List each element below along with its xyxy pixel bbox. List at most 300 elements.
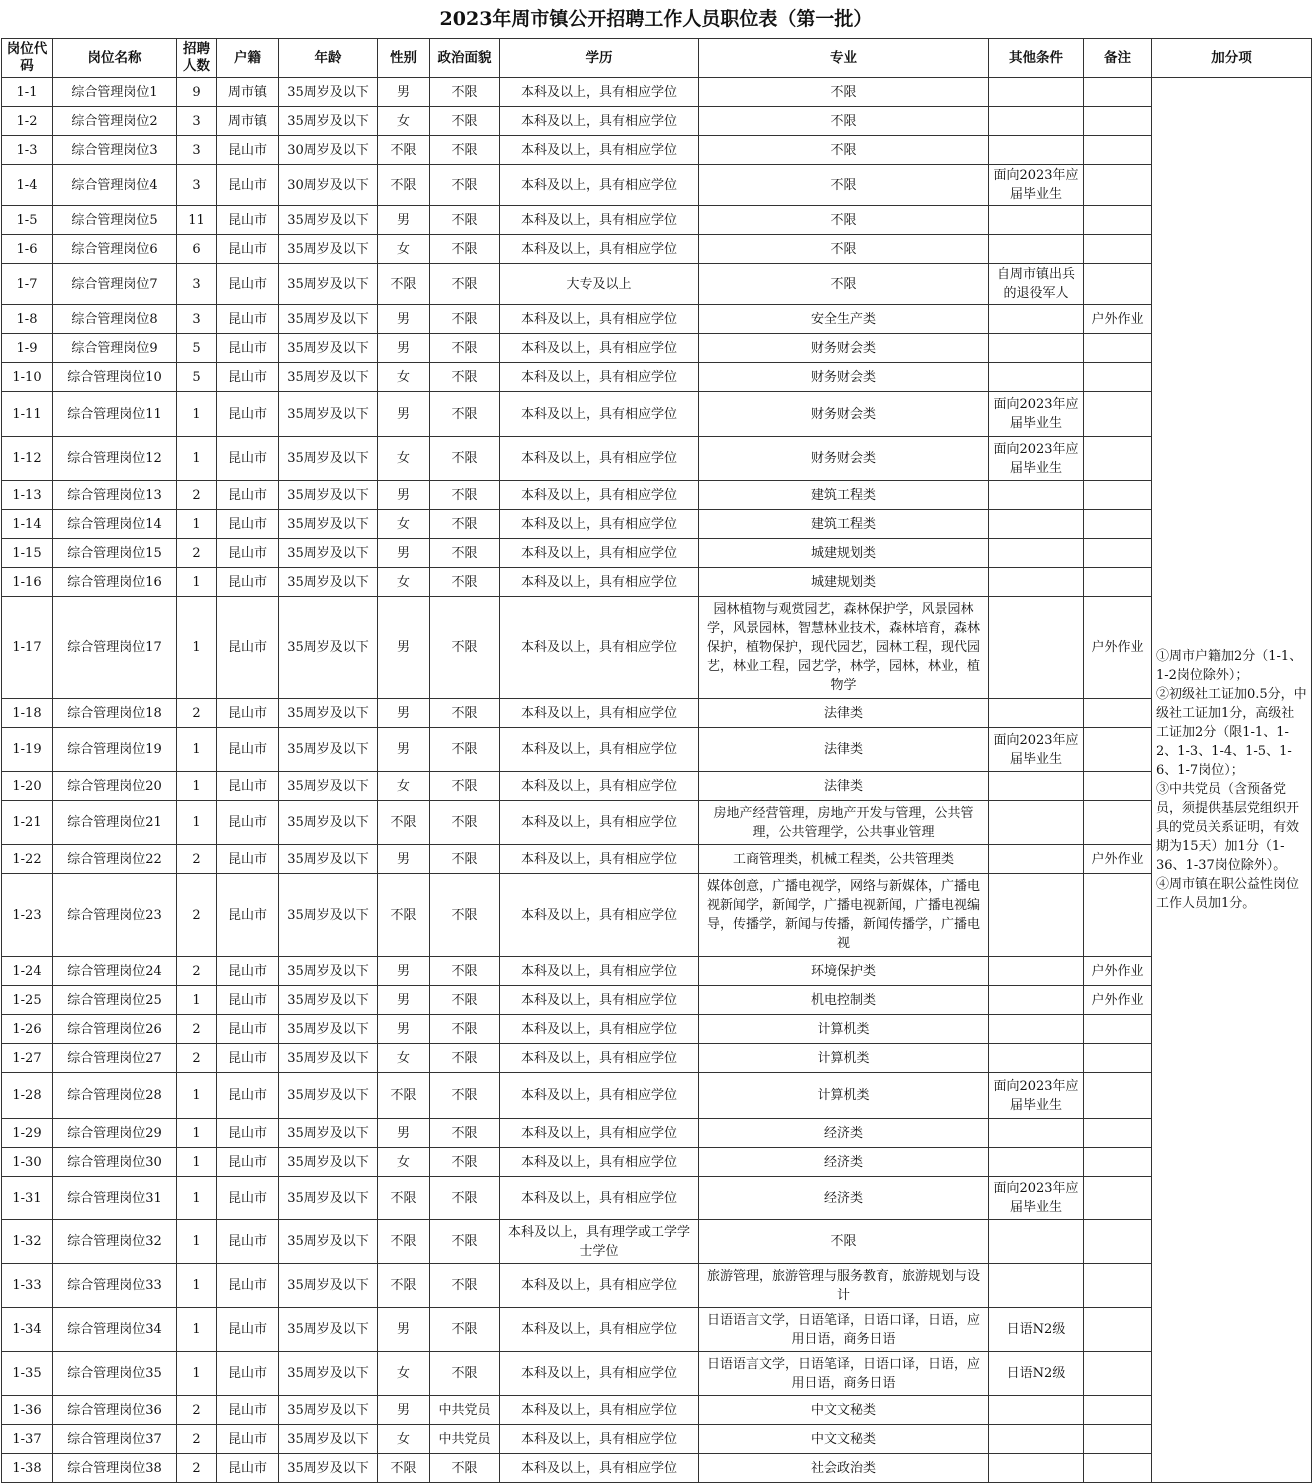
cell-age: 35周岁及以下 xyxy=(279,206,378,235)
cell-age: 30周岁及以下 xyxy=(279,165,378,206)
cell-name: 综合管理岗位28 xyxy=(53,1073,177,1119)
cell-count: 1 xyxy=(177,1220,217,1264)
cell-name: 综合管理岗位20 xyxy=(53,772,177,801)
cell-count: 2 xyxy=(177,1396,217,1425)
cell-political: 不限 xyxy=(430,957,500,986)
cell-gender: 男 xyxy=(378,305,430,334)
table-row xyxy=(2,1220,1312,1264)
cell-name: 综合管理岗位30 xyxy=(53,1148,177,1177)
cell-education: 本科及以上，具有相应学位 xyxy=(500,845,699,874)
cell-age: 35周岁及以下 xyxy=(279,334,378,363)
cell-political: 不限 xyxy=(430,510,500,539)
table-row xyxy=(2,1177,1312,1220)
cell-count: 2 xyxy=(177,699,217,728)
cell-hukou: 昆山市 xyxy=(217,392,279,437)
header-political: 政治面貌 xyxy=(430,39,500,78)
cell-age: 35周岁及以下 xyxy=(279,568,378,597)
cell-major: 安全生产类 xyxy=(699,305,989,334)
cell-note xyxy=(1084,264,1152,305)
cell-count: 1 xyxy=(177,986,217,1015)
cell-note xyxy=(1084,1073,1152,1119)
cell-note xyxy=(1084,874,1152,957)
cell-education: 本科及以上，具有相应学位 xyxy=(500,1044,699,1073)
cell-major: 城建规划类 xyxy=(699,539,989,568)
table-row xyxy=(2,1148,1312,1177)
cell-education: 本科及以上，具有相应学位 xyxy=(500,78,699,107)
cell-other xyxy=(989,305,1084,334)
cell-political: 不限 xyxy=(430,801,500,845)
cell-gender: 男 xyxy=(378,597,430,699)
table-row xyxy=(2,363,1312,392)
table-row xyxy=(2,568,1312,597)
table-row xyxy=(2,1119,1312,1148)
cell-note xyxy=(1084,206,1152,235)
cell-education: 本科及以上，具有相应学位 xyxy=(500,1119,699,1148)
cell-gender: 男 xyxy=(378,539,430,568)
cell-gender: 女 xyxy=(378,1044,430,1073)
cell-count: 1 xyxy=(177,1073,217,1119)
cell-gender: 女 xyxy=(378,568,430,597)
cell-count: 3 xyxy=(177,305,217,334)
cell-other xyxy=(989,206,1084,235)
cell-major: 不限 xyxy=(699,136,989,165)
table-row xyxy=(2,1015,1312,1044)
cell-major: 经济类 xyxy=(699,1119,989,1148)
cell-other xyxy=(989,699,1084,728)
cell-name: 综合管理岗位7 xyxy=(53,264,177,305)
cell-education: 本科及以上，具有相应学位 xyxy=(500,1308,699,1352)
cell-gender: 不限 xyxy=(378,165,430,206)
cell-education: 本科及以上，具有相应学位 xyxy=(500,1352,699,1396)
cell-political: 不限 xyxy=(430,1073,500,1119)
cell-age: 35周岁及以下 xyxy=(279,392,378,437)
cell-count: 3 xyxy=(177,136,217,165)
cell-note xyxy=(1084,1396,1152,1425)
cell-other: 面向2023年应届毕业生 xyxy=(989,392,1084,437)
table-row xyxy=(2,107,1312,136)
header-hukou: 户籍 xyxy=(217,39,279,78)
cell-age: 35周岁及以下 xyxy=(279,597,378,699)
cell-code: 1-4 xyxy=(2,165,53,206)
cell-gender: 男 xyxy=(378,986,430,1015)
cell-political: 不限 xyxy=(430,437,500,481)
cell-hukou: 昆山市 xyxy=(217,305,279,334)
cell-hukou: 昆山市 xyxy=(217,597,279,699)
cell-code: 1-37 xyxy=(2,1425,53,1454)
cell-code: 1-32 xyxy=(2,1220,53,1264)
table-row xyxy=(2,206,1312,235)
cell-political: 不限 xyxy=(430,107,500,136)
cell-count: 2 xyxy=(177,957,217,986)
cell-political: 不限 xyxy=(430,1264,500,1308)
cell-gender: 女 xyxy=(378,1148,430,1177)
cell-hukou: 昆山市 xyxy=(217,437,279,481)
cell-count: 5 xyxy=(177,363,217,392)
cell-hukou: 昆山市 xyxy=(217,874,279,957)
cell-other xyxy=(989,1396,1084,1425)
cell-code: 1-13 xyxy=(2,481,53,510)
cell-code: 1-22 xyxy=(2,845,53,874)
cell-code: 1-36 xyxy=(2,1396,53,1425)
cell-political: 不限 xyxy=(430,1119,500,1148)
cell-major: 旅游管理，旅游管理与服务教育，旅游规划与设计 xyxy=(699,1264,989,1308)
table-row xyxy=(2,957,1312,986)
cell-code: 1-31 xyxy=(2,1177,53,1220)
cell-age: 35周岁及以下 xyxy=(279,1352,378,1396)
cell-note xyxy=(1084,1352,1152,1396)
cell-political: 中共党员 xyxy=(430,1425,500,1454)
cell-code: 1-9 xyxy=(2,334,53,363)
cell-gender: 女 xyxy=(378,510,430,539)
cell-other: 自周市镇出兵的退役军人 xyxy=(989,264,1084,305)
cell-name: 综合管理岗位27 xyxy=(53,1044,177,1073)
table-row xyxy=(2,1454,1312,1483)
cell-note xyxy=(1084,539,1152,568)
cell-political: 不限 xyxy=(430,1220,500,1264)
cell-gender: 不限 xyxy=(378,136,430,165)
cell-count: 3 xyxy=(177,107,217,136)
table-row xyxy=(2,1308,1312,1352)
cell-hukou: 昆山市 xyxy=(217,1264,279,1308)
cell-education: 本科及以上，具有相应学位 xyxy=(500,874,699,957)
cell-other xyxy=(989,1044,1084,1073)
cell-age: 30周岁及以下 xyxy=(279,136,378,165)
cell-age: 35周岁及以下 xyxy=(279,1015,378,1044)
cell-note xyxy=(1084,772,1152,801)
cell-political: 不限 xyxy=(430,1044,500,1073)
cell-name: 综合管理岗位11 xyxy=(53,392,177,437)
cell-age: 35周岁及以下 xyxy=(279,363,378,392)
cell-major: 财务财会类 xyxy=(699,392,989,437)
cell-note: 户外作业 xyxy=(1084,845,1152,874)
cell-code: 1-8 xyxy=(2,305,53,334)
cell-hukou: 昆山市 xyxy=(217,957,279,986)
cell-major: 计算机类 xyxy=(699,1015,989,1044)
cell-name: 综合管理岗位12 xyxy=(53,437,177,481)
cell-major: 环境保护类 xyxy=(699,957,989,986)
cell-education: 本科及以上，具有相应学位 xyxy=(500,107,699,136)
cell-education: 本科及以上，具有相应学位 xyxy=(500,772,699,801)
cell-code: 1-19 xyxy=(2,728,53,772)
table-row xyxy=(2,1425,1312,1454)
cell-other xyxy=(989,1425,1084,1454)
cell-name: 综合管理岗位34 xyxy=(53,1308,177,1352)
cell-education: 本科及以上，具有相应学位 xyxy=(500,363,699,392)
cell-code: 1-16 xyxy=(2,568,53,597)
cell-political: 不限 xyxy=(430,136,500,165)
cell-other: 日语N2级 xyxy=(989,1352,1084,1396)
cell-note xyxy=(1084,1454,1152,1483)
cell-education: 本科及以上，具有相应学位 xyxy=(500,986,699,1015)
cell-code: 1-34 xyxy=(2,1308,53,1352)
header-code: 岗位代码 xyxy=(2,39,53,78)
cell-name: 综合管理岗位26 xyxy=(53,1015,177,1044)
table-row xyxy=(2,392,1312,437)
cell-gender: 女 xyxy=(378,107,430,136)
table-row xyxy=(2,334,1312,363)
cell-count: 6 xyxy=(177,235,217,264)
cell-other: 面向2023年应届毕业生 xyxy=(989,437,1084,481)
cell-note xyxy=(1084,699,1152,728)
cell-note xyxy=(1084,235,1152,264)
cell-note: 户外作业 xyxy=(1084,986,1152,1015)
cell-major: 中文文秘类 xyxy=(699,1396,989,1425)
cell-age: 35周岁及以下 xyxy=(279,107,378,136)
cell-education: 本科及以上，具有相应学位 xyxy=(500,1073,699,1119)
cell-age: 35周岁及以下 xyxy=(279,539,378,568)
cell-count: 1 xyxy=(177,1119,217,1148)
cell-age: 35周岁及以下 xyxy=(279,1308,378,1352)
cell-name: 综合管理岗位2 xyxy=(53,107,177,136)
cell-education: 本科及以上，具有相应学位 xyxy=(500,1177,699,1220)
cell-political: 不限 xyxy=(430,597,500,699)
cell-age: 35周岁及以下 xyxy=(279,801,378,845)
cell-political: 不限 xyxy=(430,363,500,392)
cell-count: 1 xyxy=(177,1264,217,1308)
cell-count: 1 xyxy=(177,728,217,772)
cell-hukou: 昆山市 xyxy=(217,1220,279,1264)
cell-age: 35周岁及以下 xyxy=(279,957,378,986)
cell-major: 计算机类 xyxy=(699,1044,989,1073)
cell-code: 1-35 xyxy=(2,1352,53,1396)
cell-other: 面向2023年应届毕业生 xyxy=(989,1073,1084,1119)
cell-political: 不限 xyxy=(430,78,500,107)
cell-code: 1-10 xyxy=(2,363,53,392)
cell-education: 本科及以上，具有相应学位 xyxy=(500,539,699,568)
cell-hukou: 周市镇 xyxy=(217,107,279,136)
cell-hukou: 昆山市 xyxy=(217,539,279,568)
cell-major: 经济类 xyxy=(699,1148,989,1177)
cell-code: 1-21 xyxy=(2,801,53,845)
cell-code: 1-23 xyxy=(2,874,53,957)
cell-code: 1-3 xyxy=(2,136,53,165)
cell-major: 不限 xyxy=(699,78,989,107)
cell-hukou: 昆山市 xyxy=(217,1425,279,1454)
cell-other: 面向2023年应届毕业生 xyxy=(989,1177,1084,1220)
cell-note xyxy=(1084,437,1152,481)
cell-code: 1-12 xyxy=(2,437,53,481)
cell-count: 1 xyxy=(177,1352,217,1396)
cell-code: 1-38 xyxy=(2,1454,53,1483)
cell-hukou: 昆山市 xyxy=(217,334,279,363)
cell-gender: 男 xyxy=(378,957,430,986)
cell-count: 1 xyxy=(177,1148,217,1177)
cell-major: 机电控制类 xyxy=(699,986,989,1015)
cell-name: 综合管理岗位3 xyxy=(53,136,177,165)
cell-major: 不限 xyxy=(699,107,989,136)
cell-major: 法律类 xyxy=(699,699,989,728)
cell-count: 2 xyxy=(177,539,217,568)
cell-political: 不限 xyxy=(430,305,500,334)
cell-political: 不限 xyxy=(430,568,500,597)
cell-hukou: 昆山市 xyxy=(217,1177,279,1220)
cell-name: 综合管理岗位9 xyxy=(53,334,177,363)
cell-count: 11 xyxy=(177,206,217,235)
cell-other xyxy=(989,136,1084,165)
cell-education: 本科及以上，具有相应学位 xyxy=(500,597,699,699)
cell-education: 本科及以上，具有相应学位 xyxy=(500,1148,699,1177)
cell-education: 本科及以上，具有相应学位 xyxy=(500,1454,699,1483)
cell-note: 户外作业 xyxy=(1084,305,1152,334)
cell-major: 经济类 xyxy=(699,1177,989,1220)
cell-gender: 男 xyxy=(378,1015,430,1044)
cell-gender: 不限 xyxy=(378,801,430,845)
cell-hukou: 昆山市 xyxy=(217,481,279,510)
cell-code: 1-6 xyxy=(2,235,53,264)
cell-other xyxy=(989,363,1084,392)
cell-hukou: 昆山市 xyxy=(217,1015,279,1044)
cell-education: 本科及以上，具有相应学位 xyxy=(500,305,699,334)
cell-political: 不限 xyxy=(430,1148,500,1177)
table-row xyxy=(2,1073,1312,1119)
cell-note xyxy=(1084,107,1152,136)
cell-code: 1-20 xyxy=(2,772,53,801)
cell-age: 35周岁及以下 xyxy=(279,728,378,772)
cell-gender: 女 xyxy=(378,772,430,801)
cell-education: 本科及以上，具有相应学位 xyxy=(500,801,699,845)
cell-major: 媒体创意，广播电视学，网络与新媒体，广播电视新闻学，新闻学，广播电视新闻，广播电视编导，传播学，新闻与传播，新闻传播学，广播电视 xyxy=(699,874,989,957)
cell-count: 2 xyxy=(177,845,217,874)
cell-other: 面向2023年应届毕业生 xyxy=(989,165,1084,206)
cell-political: 不限 xyxy=(430,1352,500,1396)
cell-age: 35周岁及以下 xyxy=(279,264,378,305)
cell-political: 不限 xyxy=(430,699,500,728)
cell-code: 1-33 xyxy=(2,1264,53,1308)
cell-hukou: 昆山市 xyxy=(217,986,279,1015)
cell-hukou: 昆山市 xyxy=(217,264,279,305)
cell-count: 1 xyxy=(177,510,217,539)
cell-count: 1 xyxy=(177,597,217,699)
cell-code: 1-1 xyxy=(2,78,53,107)
cell-other xyxy=(989,481,1084,510)
cell-age: 35周岁及以下 xyxy=(279,437,378,481)
table-row xyxy=(2,874,1312,957)
cell-major: 不限 xyxy=(699,235,989,264)
cell-note xyxy=(1084,728,1152,772)
table-row xyxy=(2,801,1312,845)
cell-code: 1-28 xyxy=(2,1073,53,1119)
cell-name: 综合管理岗位1 xyxy=(53,78,177,107)
cell-gender: 男 xyxy=(378,699,430,728)
cell-name: 综合管理岗位6 xyxy=(53,235,177,264)
cell-age: 35周岁及以下 xyxy=(279,235,378,264)
cell-other xyxy=(989,772,1084,801)
table-row xyxy=(2,437,1312,481)
cell-note xyxy=(1084,510,1152,539)
cell-note xyxy=(1084,1308,1152,1352)
cell-count: 1 xyxy=(177,772,217,801)
cell-hukou: 昆山市 xyxy=(217,1148,279,1177)
cell-other xyxy=(989,1220,1084,1264)
cell-name: 综合管理岗位24 xyxy=(53,957,177,986)
cell-note xyxy=(1084,481,1152,510)
cell-other xyxy=(989,107,1084,136)
cell-note: 户外作业 xyxy=(1084,957,1152,986)
cell-gender: 不限 xyxy=(378,874,430,957)
cell-note xyxy=(1084,1148,1152,1177)
table-row xyxy=(2,772,1312,801)
cell-age: 35周岁及以下 xyxy=(279,1119,378,1148)
cell-political: 不限 xyxy=(430,1177,500,1220)
table-row xyxy=(2,510,1312,539)
cell-political: 不限 xyxy=(430,772,500,801)
cell-count: 2 xyxy=(177,481,217,510)
cell-education: 本科及以上，具有理学或工学学士学位 xyxy=(500,1220,699,1264)
cell-education: 大专及以上 xyxy=(500,264,699,305)
cell-hukou: 昆山市 xyxy=(217,235,279,264)
table-row xyxy=(2,728,1312,772)
cell-note xyxy=(1084,363,1152,392)
cell-gender: 男 xyxy=(378,392,430,437)
cell-hukou: 昆山市 xyxy=(217,1119,279,1148)
cell-name: 综合管理岗位18 xyxy=(53,699,177,728)
cell-other xyxy=(989,78,1084,107)
cell-education: 本科及以上，具有相应学位 xyxy=(500,235,699,264)
cell-major: 财务财会类 xyxy=(699,363,989,392)
cell-name: 综合管理岗位23 xyxy=(53,874,177,957)
cell-hukou: 昆山市 xyxy=(217,1073,279,1119)
table-row xyxy=(2,136,1312,165)
cell-gender: 男 xyxy=(378,206,430,235)
cell-education: 本科及以上，具有相应学位 xyxy=(500,481,699,510)
cell-other: 日语N2级 xyxy=(989,1308,1084,1352)
cell-name: 综合管理岗位22 xyxy=(53,845,177,874)
cell-count: 9 xyxy=(177,78,217,107)
cell-political: 不限 xyxy=(430,1308,500,1352)
cell-gender: 不限 xyxy=(378,264,430,305)
cell-political: 不限 xyxy=(430,874,500,957)
header-major: 专业 xyxy=(699,39,989,78)
cell-gender: 女 xyxy=(378,1352,430,1396)
cell-note xyxy=(1084,568,1152,597)
cell-code: 1-18 xyxy=(2,699,53,728)
table-row xyxy=(2,305,1312,334)
cell-education: 本科及以上，具有相应学位 xyxy=(500,1264,699,1308)
cell-count: 3 xyxy=(177,264,217,305)
cell-other xyxy=(989,801,1084,845)
cell-note xyxy=(1084,1044,1152,1073)
cell-note xyxy=(1084,334,1152,363)
cell-education: 本科及以上，具有相应学位 xyxy=(500,165,699,206)
table-row xyxy=(2,78,1312,107)
cell-gender: 不限 xyxy=(378,1264,430,1308)
cell-age: 35周岁及以下 xyxy=(279,481,378,510)
cell-age: 35周岁及以下 xyxy=(279,699,378,728)
cell-other xyxy=(989,1454,1084,1483)
cell-education: 本科及以上，具有相应学位 xyxy=(500,206,699,235)
cell-other xyxy=(989,1148,1084,1177)
table-row xyxy=(2,1396,1312,1425)
cell-note xyxy=(1084,801,1152,845)
cell-hukou: 昆山市 xyxy=(217,1308,279,1352)
cell-major: 不限 xyxy=(699,206,989,235)
cell-gender: 女 xyxy=(378,437,430,481)
cell-name: 综合管理岗位31 xyxy=(53,1177,177,1220)
cell-education: 本科及以上，具有相应学位 xyxy=(500,334,699,363)
cell-political: 不限 xyxy=(430,165,500,206)
cell-age: 35周岁及以下 xyxy=(279,1396,378,1425)
cell-other xyxy=(989,874,1084,957)
cell-hukou: 昆山市 xyxy=(217,772,279,801)
cell-education: 本科及以上，具有相应学位 xyxy=(500,1396,699,1425)
cell-gender: 男 xyxy=(378,728,430,772)
cell-code: 1-15 xyxy=(2,539,53,568)
cell-gender: 女 xyxy=(378,363,430,392)
cell-gender: 女 xyxy=(378,1425,430,1454)
cell-major: 中文文秘类 xyxy=(699,1425,989,1454)
header-gender: 性别 xyxy=(378,39,430,78)
cell-hukou: 昆山市 xyxy=(217,136,279,165)
